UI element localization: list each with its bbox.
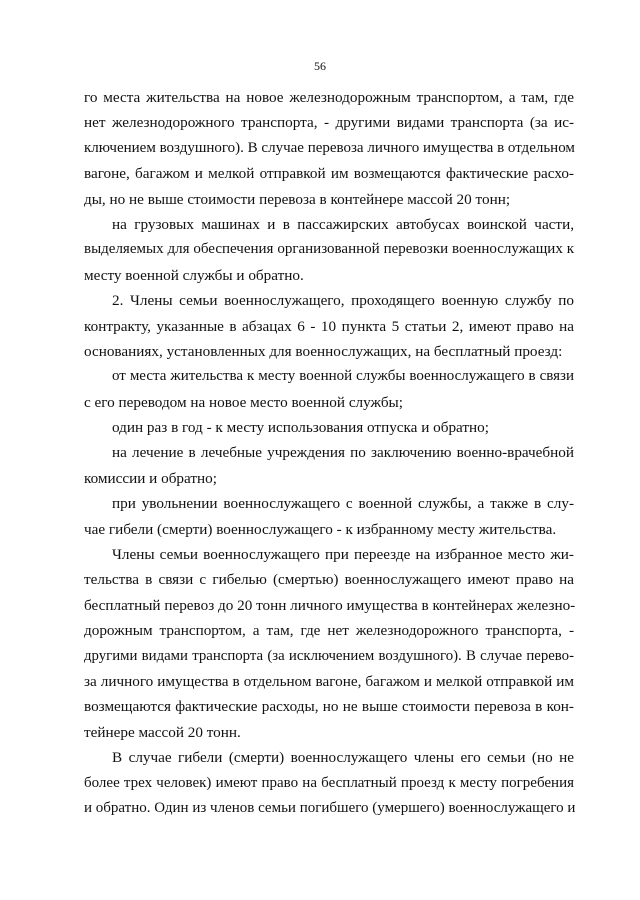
text-line: ды, но не выше стоимости перевоза в контейнере массой 20 тонн; bbox=[84, 190, 511, 208]
text-line: основаниях, установленных для военнослужащих, на бесплатный проезд: bbox=[84, 342, 563, 360]
text-line: комиссии и обратно; bbox=[84, 469, 217, 487]
text-line: 2. Члены семьи военнослужащего, проходящего военную службу по bbox=[112, 292, 574, 310]
text-line: чае гибели (смерти) военнослужащего - к избранному месту жительства. bbox=[84, 520, 557, 538]
text-line: выделяемых для обеспечения организованной перевозки военнослужащих к bbox=[84, 241, 574, 258]
text-line: ключением воздушного). В случае перевоза личного имущества в отдельном bbox=[84, 139, 575, 156]
text-line: тельства в связи с гибелью (смертью) военнослужащего имеют право на bbox=[84, 571, 574, 589]
text-line: от места жительства к месту военной службы военнослужащего в связи bbox=[112, 368, 574, 385]
text-line: при увольнении военнослужащего с военной службы, а также в слу- bbox=[112, 495, 574, 513]
text-line: с его переводом на новое место военной службы; bbox=[84, 393, 403, 411]
text-line: вагоне, багажом и мелкой отправкой им возмещаются фактические расхо- bbox=[84, 165, 574, 183]
text-line: возмещаются фактические расходы, но не выше стоимости перевоза в кон- bbox=[84, 698, 574, 716]
text-line: контракту, указанные в абзацах 6 - 10 пункта 5 статьи 2, имеют право на bbox=[84, 317, 574, 335]
text-line: более трех человек) имеют право на бесплатный проезд к месту погребения bbox=[84, 774, 574, 791]
text-line: бесплатный перевоз до 20 тонн личного имущества в контейнерах железно- bbox=[84, 596, 576, 614]
text-line: на грузовых машинах и в пассажирских автобусах воинской части, bbox=[112, 215, 574, 233]
text-line: другими видами транспорта (за исключением воздушного). В случае перево- bbox=[84, 647, 574, 664]
text-line: нет железнодорожного транспорта, - другими видами транспорта (за ис- bbox=[84, 114, 574, 132]
text-line: го места жительства на новое железнодорожным транспортом, а там, где bbox=[84, 89, 574, 106]
text-line: тейнере массой 20 тонн. bbox=[84, 723, 241, 741]
text-line: Члены семьи военнослужащего при переезде на избранное место жи- bbox=[112, 546, 574, 564]
text-line: за личного имущества в отдельном вагоне, багажом и мелкой отправкой им bbox=[84, 672, 574, 690]
page-number: 56 bbox=[314, 59, 326, 73]
document-body bbox=[84, 85, 574, 821]
text-line: один раз в год - к месту использования отпуска и обратно; bbox=[112, 419, 489, 437]
text-line: месту военной службы и обратно. bbox=[84, 266, 304, 284]
text-line: на лечение в лечебные учреждения по заключению военно-врачебной bbox=[112, 444, 574, 462]
text-line: В случае гибели (смерти) военнослужащего члены его семьи (но не bbox=[112, 749, 574, 767]
text-line: дорожным транспортом, а там, где нет железнодорожного транспорта, - bbox=[84, 622, 574, 640]
text-line: и обратно. Один из членов семьи погибшего (умершего) военнослужащего и bbox=[84, 799, 576, 816]
